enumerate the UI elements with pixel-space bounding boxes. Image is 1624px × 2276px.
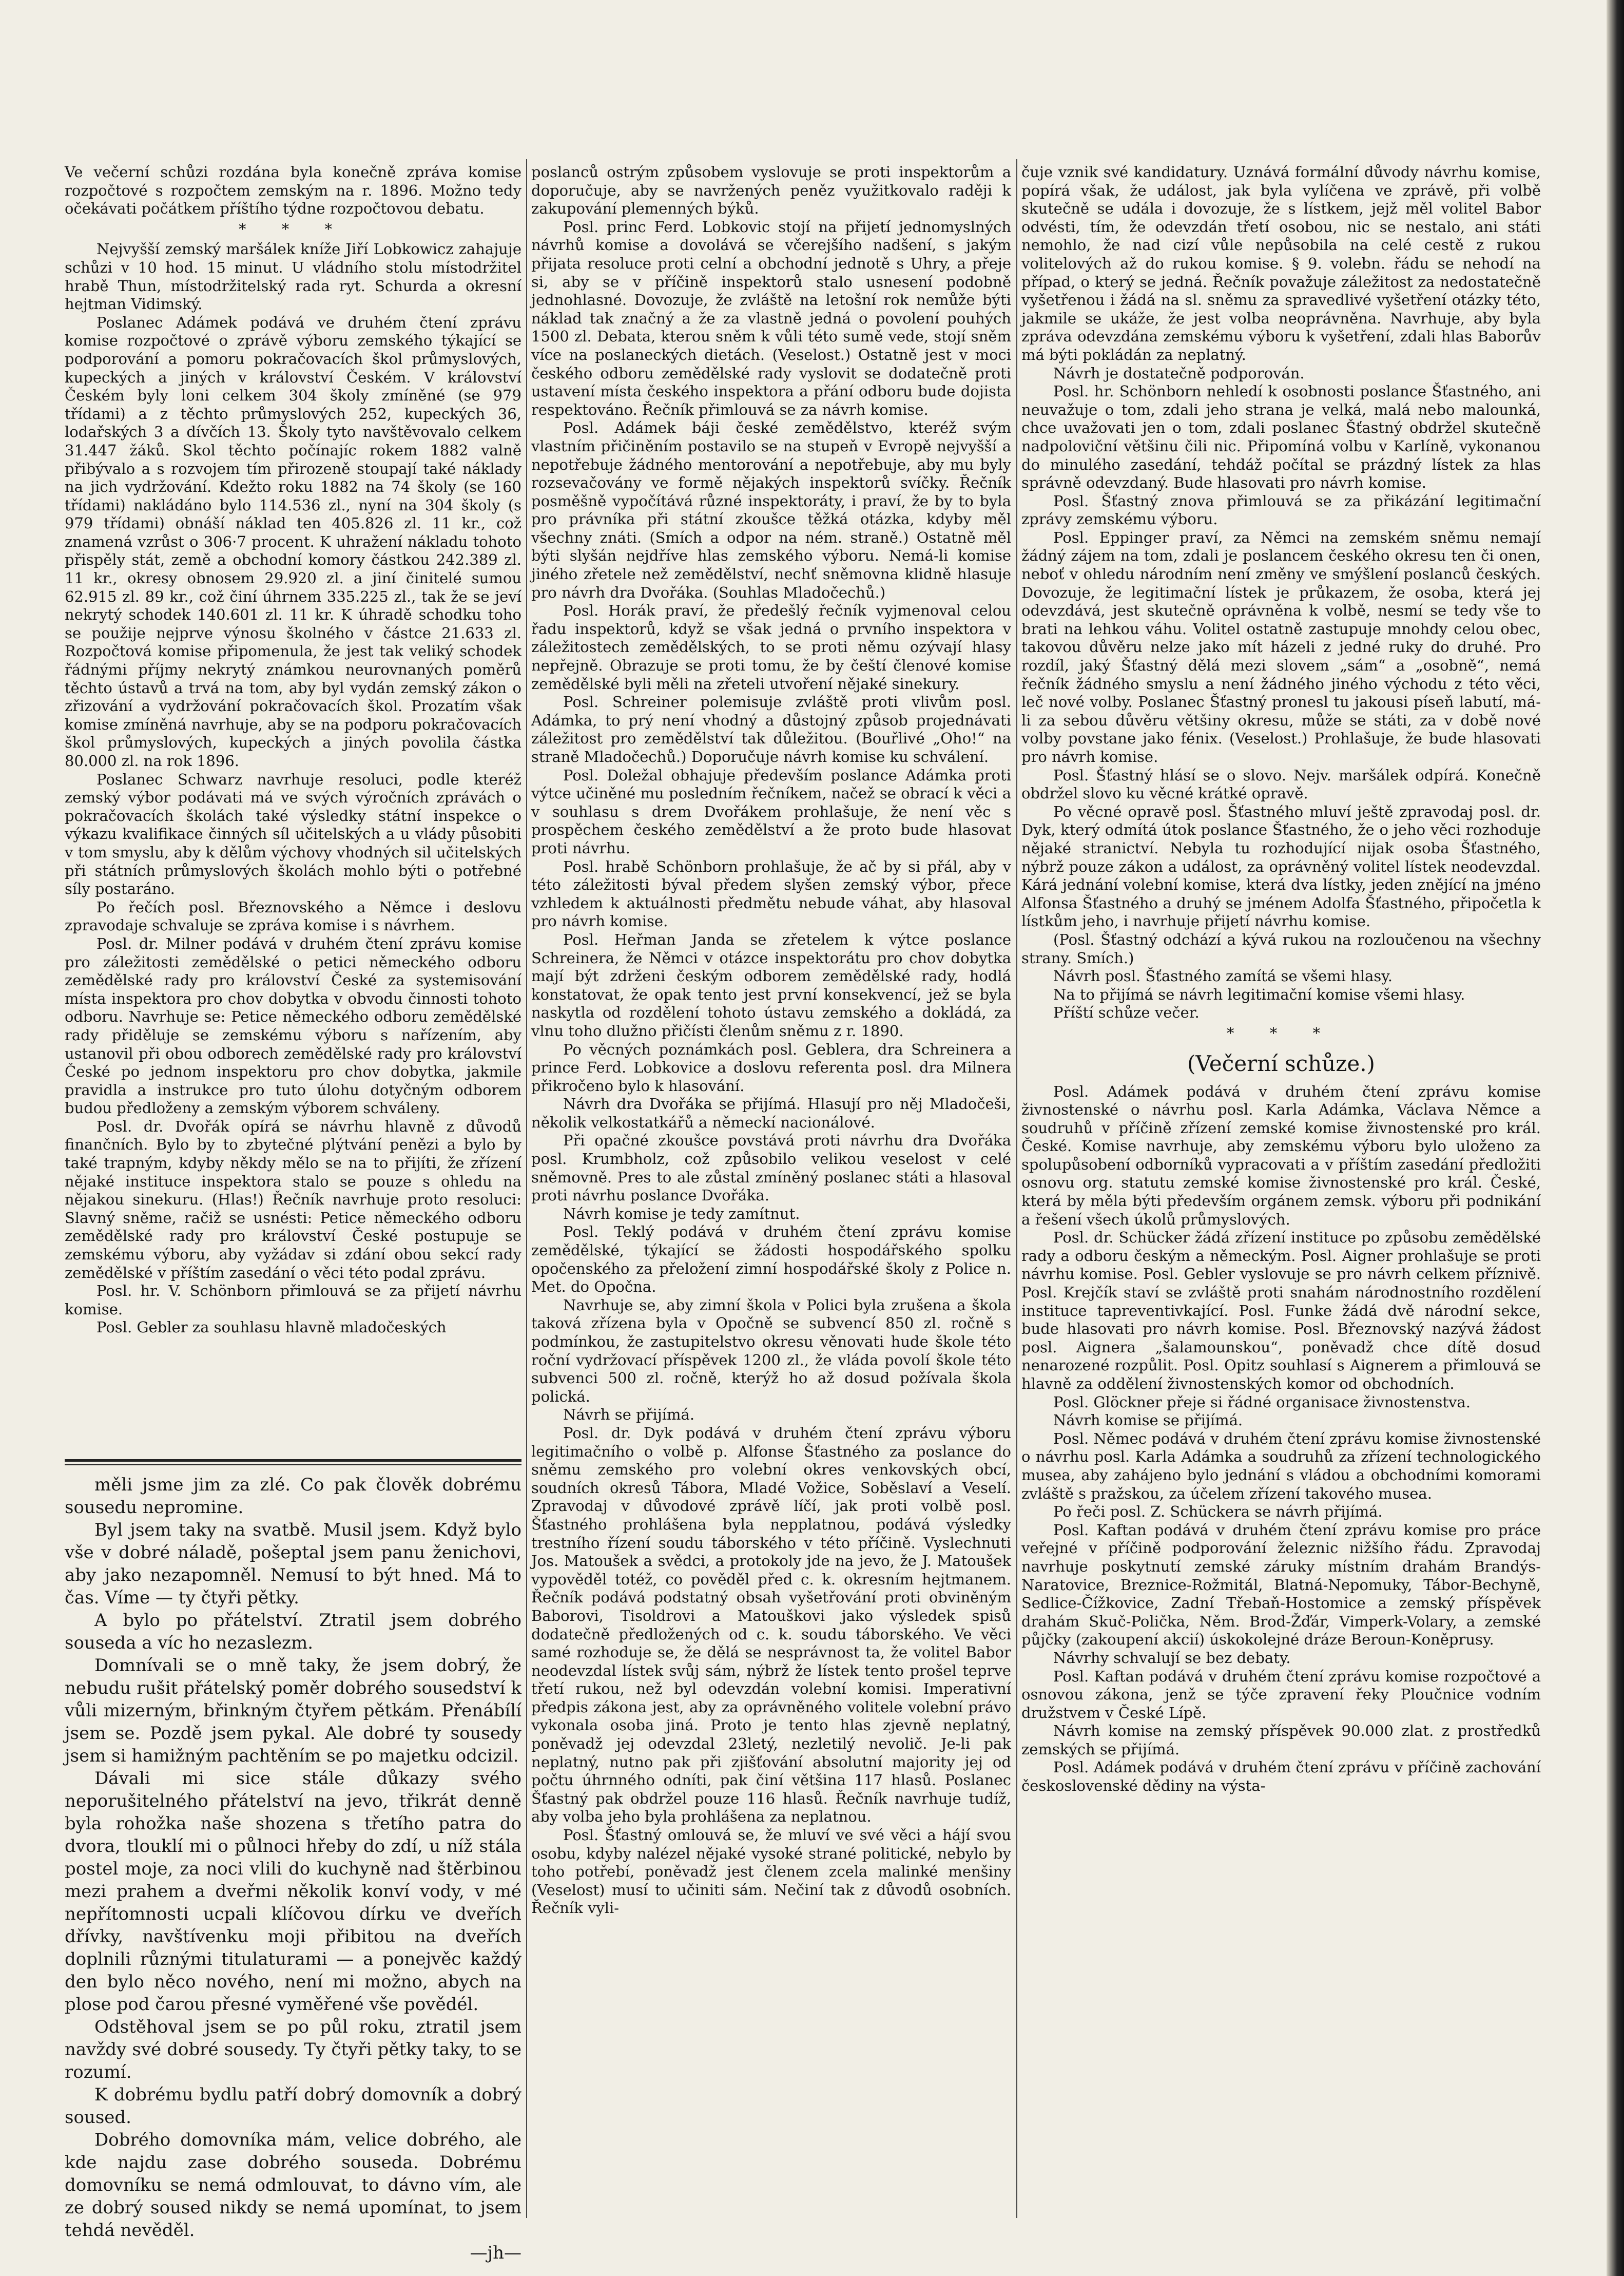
column-middle [531,163,1011,1918]
article-paragraph: Posl. hr. V. Schönborn přimlouvá se za přijetí návrhu komise. [65,1282,521,1318]
article-paragraph: Posl. dr. Dvořák opírá se návrhu hlavně z důvodů finančních. Bylo by to zbytečné plýtvání penězi a bylo by také trapným, kdyby někdy mělo se na to přijíti, že zřízení nějaké instituce inspektora stalo se pouze s ohledu na nějakou sinekuru. (Hlas!) Řečník navrhuje proto resoluci: Slavný sněme, račiž se usnésti: Petice německého odboru zemědělské rady pro království České postupuje se zemskému výboru, aby vyžádav si zdání obou sekcí rady zemědělské v příštím zasedání o věci této podal zprávu. [65,1117,521,1282]
article-paragraph: Návrh je dostatečně podporován. [1053,364,1305,382]
article-paragraph: Na to přijímá se návrh legitimační komise všemi hlasy. [1053,985,1465,1003]
column-separator [1016,159,1017,2218]
article-paragraph: Návrh komise se přijímá. [1053,1411,1243,1429]
article-paragraph: Posl. hrabě Schönborn prohlašuje, že ač by si přál, aby v této záležitosti býval předem slyšen zemský výbor, přece vzhledem k aktuálnosti předmětu nebude váhat, aby hlasoval pro návrh komise. [531,857,1011,930]
column-separator [526,159,527,2218]
feuilleton-paragraph: měli jsme jim za zlé. Co pak člověk dobrému sousedu nepromine. [65,1475,521,1518]
article-paragraph: Po věcných poznámkách posl. Geblera, dra Schreinera a prince Ferd. Lobkovice a doslovu referenta posl. dra Milnera přikročeno bylo k hlasování. [531,1040,1011,1095]
feuilleton-story [65,1474,521,2264]
article-paragraph: Posl. Heřman Janda se zřetelem k výtce poslance Schreinera, že Němci v otázce inspektorátu pro chov dobytka mají být zdrženi českým odborem zemědělské rady, hodlá konstatovat, že opak tento jest první konsekvencí, jež se byla naskytla od rozdělení tohoto ústavu zemského a dokládá, za vlnu toho dlužno přičísti členům sněmu z r. 1890. [531,930,1011,1040]
article-paragraph: Posl. Schreiner polemisuje zvláště proti vlivům posl. Adámka, to prý není vhodný a důstojný způsob projednávati záležitost pro zemědělství tak důležitou. (Bouřlivé „Oho!“ na straně Mladočechů.) Doporučuje návrh komise ku schválení. [531,693,1011,766]
section-stars: * * * [1227,1024,1336,1042]
article-paragraph: Ve večerní schůzi rozdána byla konečně zpráva komise rozpočtové s rozpočtem zemským na r. 1896. Možno tedy očekávati počátkem příštího týdne rozpočtovou debatu. [65,163,521,218]
article-paragraph: Posl. Němec podává v druhém čtení zprávu komise živnostenské o návrhu posl. Karla Adámka a soudruhů za zřízení technologického musea, aby zahájeno bylo jednání s vládou a obchodními komorami zvláště s pražskou, za účelem zřízení takového musea. [1021,1429,1541,1502]
article-paragraph: (Posl. Šťastný odchází a kývá rukou na rozloučenou na všechny strany. Smích.) [1021,930,1541,967]
article-paragraph: Navrhuje se, aby zimní škola v Polici byla zrušena a škola taková zřízena byla v Opočně se subvencí 850 zl. ročně s podmínkou, že zastupitelstvo okresu věnovati hude škole této roční vydržovací příspěvek 1200 zl., že vláda povolí škole této subvenci 500 zl. ročně, kterýž ho až dosud požívala škola polická. [531,1296,1011,1405]
page-edge-shadow [1607,0,1624,2276]
feuilleton-paragraph: A bylo po přátelství. Ztratil jsem dobrého souseda a víc ho nezaslezm. [65,1610,521,1653]
feuilleton-paragraph: Domnívali se o mně taky, že jsem dobrý, že nebudu rušit přátelský poměr dobrého sousedství k vůli mizerným, břinkným čtyřem pětkám. Přenábílí jsem se. Pozdě jsem pykal. Ale dobré ty sousedy jsem si hamižným pachtěním se po majetku odcizil. [65,1655,521,1766]
section-stars: * * * [239,220,347,238]
article-paragraph: Poslanec Adámek podává ve druhém čtení zprávu komise rozpočtové o zprávě výboru zemského týkající se podporování a pomoru pokračovacích škol průmyslových, kupeckých a jiných v království Českém. V království Českém byly loni celkem 304 školy zmíněné (se 979 třídami) a z těchto průmyslových 252, kupeckých 36, lodařských 3 a dívčích 13. Školy tyto navštěvovalo celkem 31.447 žáků. Skol těchto počínajíc rokem 1882 valně přibývalo a s rozvojem tím přirozeně stoupají také náklady na jich vydržování. Kdežto roku 1882 na 74 školy (se 160 třídami) nakládáno bylo 114.536 zl., nyní na 304 školy (s 979 třídami) obnáší náklad ten 405.826 zl. 11 kr., což znamená vzrůst o 306·7 procent. K uhražení nákladu tohoto přispěly stát, země a obchodní komory částkou 242.389 zl. 11 kr., okresy obnosem 29.920 zl. a jiní činitelé sumou 62.915 zl. 89 kr., což činí úhrnem 335.225 zl., tak že se jeví nekrytý schodek 140.601 zl. 11 kr. K úhradě schodku toho se použije nejprve výnosu školného v částce 21.633 zl. Rozpočtová komise připomenula, že jest tak veliký schodek řádnými příjmy nekrytý známkou neurovnaných poměrů těchto ústavů a trvá na tom, aby byl vydán zemský zákon o zřizování a vydržování pokračovacích škol. Prozatím však komise zmíněná navrhuje, aby se na podporu pokračovacích škol průmyslových, kupeckých a jiných povolila částka 80.000 zl. na rok 1896. [65,313,521,770]
article-paragraph: Návrh se přijímá. [563,1406,695,1424]
feuilleton-signature: —jh— [470,2243,521,2263]
feuilleton-rule [65,1459,521,1462]
article-paragraph: Posl. Gebler za souhlasu hlavně mladočeských [96,1318,447,1336]
article-paragraph: Příští schůze večer. [1053,1004,1200,1022]
section-title: (Večerní schůze.) [1187,1050,1375,1076]
article-paragraph: Nejvyšší zemský maršálek kníže Jiří Lobkowicz zahajuje schůzi v 10 hod. 15 minut. U vládního stolu místodržitel hrabě Thun, místodržitelský rada ryt. Schurda a okresní hejtman Vidimský. [65,240,521,313]
article-paragraph: Posl. Eppinger praví, za Němci na zemském sněmu nemají žádný zájem na tom, zdali je poslancem českého okresu ten či onen, neboť v ohledu národním není změny ve smýšlení poslanců českých. Dovozuje, že legitimační lístek je průkazem, že osoba, která jej odevzdává, jest skutečně oprávněna k volbě, nesmí se tedy vše to brati na lehkou váhu. Volitel ostatně zastupuje mnohdy celou obec, takovou důvěru nelze jako mít házeli z jedné ruky do druhé. Pro rozdíl, jaký Šťastný dělá mezi slovem „sám“ a „osobně“, nemá řečník žádného smyslu a není žádného jiného východu z této věci, leč nové volby. Poslanec Šťastný pronesl tu jakousi píseň labutí, má-li za sebou důvěru většiny okresu, může se státi, za v době nové volby povstane jako fénix. (Veselost.) Prohlašuje, že bude hlasovati pro návrh komise. [1021,528,1541,766]
article-paragraph: Posl. Šťastný znova přimlouvá se za přikázání legitimační zprávy zemskému výboru. [1021,492,1541,528]
feuilleton-paragraph: Dávali mi sice stále důkazy svého neporušitelného přátelství na jevo, třikrát denně byla rohožka naše shozena s třetího patra do dvora, tlouklí mi o půlnoci hřeby do zdí, u níž stála postel moje, za noci vlili do kuchyně nad štěrbinou mezi prahem a dveřmi několik konví vody, v mé nepřítomnosti ucpali klíčovou dírku ve dveřích dřívky, navštívenku moji přibitou na dveřích doplnili různými titulaturami — a ponejvěc každý den bylo něco nového, není mi možno, abych na plose pod čarou přesné vyměřené vše povědél. [65,1768,521,2015]
article-paragraph: čuje vznik své kandidatury. Uznává formální důvody návrhu komise, popírá však, že událost, jak byla vylíčena ve zprávě, při volbě skutečně se udála i dovozuje, že s lístkem, jejž měl volitel Babor odvésti, tím, že odevzdán třetí osobou, nic se nestalo, ani státi nemohlo, že nad cizí vůle nepůsobila na celé cestě z rukou volitelových až do rukou komise. § 9. volebn. řádu se nehodí na případ, o který se jedná. Řečník považuje záležitost za nedostatečně vyšetřenou i žádá na sl. sněmu za spravedlivé vyšetření otázky této, jakmile se ukáže, že jest volba neoprávněna. Navrhuje, aby byla zpráva odevzdána zemskému výboru k vyšetření, zdali hlas Baborův má býti pokládán za neplatný. [1021,163,1541,364]
article-paragraph: Po řeči posl. Z. Schückera se návrh přijímá. [1053,1503,1383,1521]
article-paragraph: Po věcné opravě posl. Šťastného mluví ještě zpravodaj posl. dr. Dyk, který odmítá útok poslance Šťastného, že o jeho věci rozhoduje nějaké stranictví. Nebyla tu rozhodující nijak osoba Šťastného, nýbrž pouze zákon a událost, za oprávněný volitel lístek neodevzdal. Kárá jednání volební komise, která dva lístky, jeden znějící na jméno Alfonsa Šťastného a druhý se jménem Adolfa Šťastného, připočetla k lístkům jeho, i navrhuje přijetí návrhu komise. [1021,802,1541,930]
article-paragraph: Posl. Šťastný hlásí se o slovo. Nejv. maršálek odpírá. Konečně obdržel slovo ku věcné krátké opravě. [1021,766,1541,802]
article-paragraph: Po řečích posl. Březnovského a Němce i deslovu zpravodaje schvaluje se zpráva komise i s návrhem. [65,898,521,934]
article-paragraph: Návrh komise je tedy zamítnut. [563,1204,800,1222]
feuilleton-paragraph: K dobrému bydlu patří dobrý domovník a dobrý soused. [65,2084,521,2128]
article-paragraph: Posl. Kaftan podává v druhém čtení zprávu komise pro práce veřejné v příčině podporování železnic nižšího řádu. Zpravodaj navrhuje poskytnutí zemské záruky místním drahám Brandýs-Naratovice, Breznice-Rožmitál, Blatná-Nepomuky, Tábor-Bechyně, Sedlice-Čížkovice, Zadní Třebaň-Hostomice a zemský příspěvek drahám Skuč-Polička, Něm. Brod-Žďár, Vimperk-Volary, a zemské půjčky (zakoupení akcií) úskokolejné dráze Beroun-Koněprusy. [1021,1521,1541,1649]
article-paragraph: Při opačné zkoušce povstává proti návrhu dra Dvořáka posl. Krumbholz, což způsobilo velikou veselost v celé sněmovně. Pres to ale zůstal zmíněný poslanec státi a hlasoval proti návrhu poslance Dvořáka. [531,1132,1011,1204]
article-paragraph: Posl. dr. Milner podává v druhém čtení zprávu komise pro záležitosti zemědělské o petici německého odboru zemědělské rady pro království České za systemisování místa inspektora pro chov dobytka v obvodu činnosti tohoto odboru. Navrhuje se: Petice německého odboru zemědělské rady přiděluje se zemskému výboru s nařízením, aby ustanovil při obou odborech zemědělské rady pro království České po jednom inspektoru pro chov dobytka, jakmile pravidla a instrukce pro tuto úlohu dotyčným odborem budou předloženy a zemským výborem schváleny. [65,934,521,1117]
article-paragraph: Posl. Šťastný omlouvá se, že mluví ve své věci a hájí svou osobu, kdyby nalézel nějaké vysoké strané politické, nebylo by toho potřebí, poněvadž jest členem zcela malinké menšiny (Veselost) musí to učiniti sám. Nečiní tak z důvodů osobních. Řečník vyli- [531,1826,1011,1917]
article-paragraph: poslanců ostrým způsobem vyslovuje se proti inspektorům a doporučuje, aby se navržených peněz využitkovalo raději k zakupování plemenných býků. [531,163,1011,218]
article-paragraph: Návrh posl. Šťastného zamítá se všemi hlasy. [1053,967,1393,985]
feuilleton-paragraph: Byl jsem taky na svatbě. Musil jsem. Když bylo vše v dobré náladě, pošeptal jsem panu ženichovi, aby jako nezapomněl. Nemusí to být hned. Má to čas. Víme — ty čtyři pětky. [65,1520,521,1608]
article-paragraph: Posl. Doležal obhajuje především poslance Adámka proti výtce učiněné mu posledním řečníkem, načež se obrací k věci a v souhlasu s drem Dvořákem prohlašuje, že není věc s prospěchem českého zemědělství a že proto bude hlasovat proti návrhu. [531,766,1011,857]
article-paragraph: Návrh komise na zemský příspěvek 90.000 zlat. z prostředků zemských se přijímá. [1021,1722,1541,1758]
article-paragraph: Návrhy schvalují se bez debaty. [1053,1649,1291,1667]
article-paragraph: Posl. dr. Schücker žádá zřízení instituce po způsobu zemědělské rady a odboru českým a německým. Posl. Aigner prohlašuje se proti návrhu komise. Posl. Gebler vyslovuje se pro návrh celkem příznivě. Posl. Krejčík staví se zvláště proti snahám národnostního rozdělení instituce tapreventivkající. Posl. Funke žádá dvě národní sekce, bude hlasovati pro návrh komise. Posl. Březnovský nazývá žádost posl. Aignera „šalamounskou“, poněvadž chce dítě dosud nenarozené rozpůlit. Posl. Opitz souhlasí s Aignerem a přimlouvá se hlavně za oddělení živnostenských komor od obchodních. [1021,1229,1541,1392]
article-paragraph: Posl. dr. Dyk podává v druhém čtení zprávu výboru legitimačního o volbě p. Alfonse Šťastného za poslance do sněmu zemského pro volební okres venkovských obcí, soudních okresů Tábora, Mladé Vožice, Soběslaví a Veselí. Zpravodaj v důvodové zprávě líčí, jak proti volbě posl. Šťastného prohlášena byla nepplatnou, podává výsledky trestního řízení soudu táborského v této příčině. Vyslechnuti Jos. Matoušek a svědci, a protokoly jde na jevo, že J. Matoušek vypověděl totéž, co pověděl před c. k. okresním hejtmanem. Řečník podává podstatný obsah vyšetřování proti obviněným Baborovi, Tisoldrovi a Matouškovi jako výsledek spisů dodatečně předložených od c. k. soudu táborského. Ve věci samé rozhoduje se, že dělá se nesprávnost ta, že volitel Babor neodevzdal lístek svůj sám, nýbrž že lístek tento prošel teprve třetí rukou, než byl odevzdán volební komisi. Imperativní předpis zákona jest, aby za oprávněného volitele volební právo vykonala osoba jiná. Proto je tento hlas zjevně neplatný, poněvadž jej odevzdal 23letý, nezletilý nevolič. Je-li pak neplatný, nutno pak při zjišťování absolutní majority jej od počtu úhrnného odníti, pak činí většina 117 hlasů. Poslanec Šťastný pak obdržel pouze 116 hlasů. Řečník navrhuje tudíž, aby volba jeho byla prohlášena za neplatnou. [531,1424,1011,1826]
feuilleton-paragraph: Dobrého domovníka mám, velice dobrého, ale kde najdu zase dobrého souseda. Dobrému domovníku se nemá odmlouvat, to dávno vím, ale ze dobrý soused nikdy se nemá upomínat, to jsem tehdá nevěděl. [65,2130,521,2241]
article-paragraph: Posl. Horák praví, že předešlý řečník vyjmenoval celou řadu inspektorů, když se však jedná o prvního inspektora v záležitostech zemědělských, to se proti němu ozývají hlasy nepřejně. Obrazuje se proti tomu, že by čeští členové komise zemědělské byli měli na zřeteli utvoření nějaké sinekury. [531,602,1011,693]
article-paragraph: Posl. Kaftan podává v druhém čtení zprávu komise rozpočtové a osnovou zákona, jenž se týče zpravení řeky Ploučnice vodním družstvem v České Lípě. [1021,1667,1541,1722]
article-paragraph: Poslanec Schwarz navrhuje resoluci, podle kteréž zemský výbor podávati má ve svých výročních zprávách o pokračovacích školách také výsledky státní inspekce o výkazu kvalifikace činných síl učitelských a u vlády působiti v tom smyslu, aby k dělům výchovy vhodných sil učitelských při státních průmyslových školách mohlo býti o potřebné síly postaráno. [65,770,521,898]
article-paragraph: Posl. hr. Schönborn nehledí k osobnosti poslance Šťastného, ani neuvažuje o tom, zdali jeho strana je velká, malá nebo malounká, chce uvažovati jen o tom, zdali poslanec Šťastný obdržel skutečně nadpoloviční většinu čili nic. Připomíná volbu v Karlíně, vykonanou do minulého zasedání, tehdáž počítal se prázdný lístek za hlas správně odevzdaný. Bude hlasovati pro návrh komise. [1021,382,1541,492]
article-paragraph: Posl. Adámek podává v druhém čtení zprávu v příčině zachování československé dědiny na výsta- [1021,1758,1541,1795]
feuilleton-rule [65,1464,521,1465]
article-paragraph: Posl. princ Ferd. Lobkovic stojí na přijetí jednomyslných návrhů komise a dovolává se včerejšího nadšení, s jakým přijata resoluce proti celní a obchodní jednotě s Uhry, a přeje si, aby se v příčině inspektorů stalo usnesení podobně jednohlasné. Dovozuje, že zvláště na letošní rok nemůže býti náklad tak značný a že za vlastně jedná o povolení pouhých 1500 zl. Debata, kterou sněm k vůli této sumě vede, stojí sněm více na poslaneckých dietách. (Veselost.) Ostatně jest v moci českého odboru zemědělské rady vyslovit se dodatečně proti ustavení místa českého inspektora a přání odboru bude dojista respektováno. Řečník přimlouvá se za návrh komise. [531,218,1011,418]
article-paragraph: Posl. Adámek podává v druhém čtení zprávu komise živnostenské o návrhu posl. Karla Adámka, Václava Němce a soudruhů v příčině zřízení zemské komise živnostenské pro král. České. Komise navrhuje, aby zemskému výboru bylo uloženo za spolupůsobení odborníků vypracovati a v příštím zasedání předložiti osnovu org. statutu zemské komise živnostenské pro král. České, která by měla býti především orgánem zemsk. výboru při podnikání a řešení všech úkolů průmyslových. [1021,1082,1541,1228]
article-paragraph: Posl. Glöckner přeje si řádné organisace živnostenstva. [1053,1393,1471,1411]
feuilleton-paragraph: Odstěhoval jsem se po půl roku, ztratil jsem navždy své dobré sousedy. Ty čtyři pětky taky, to se rozumí. [65,2017,521,2082]
column-left [65,163,521,1337]
article-paragraph: Posl. Teklý podává v druhém čtení zprávu komise zemědělské, týkající se žádosti hospodářského spolku opočenského za přeložení zimní hospodářské školy z Police n. Met. do Opočna. [531,1223,1011,1296]
article-paragraph: Posl. Adámek báji české zemědělstvo, kteréž svým vlastním přičiněním postavilo se na stupeň v Evropě nejvyšší a nepotřebuje žádného mentorování a nepotřebuje, aby mu byly rozsevačovány ve formě nějakých inspektorů svíčky. Řečník posměšně vypočítává různé inspektoráty, i praví, že by to byla pro právníka při státní zkoušce těžká otázka, kdyby měl všechny znáti. (Smích a odpor na ném. straně.) Ostatně měl býti slyšán nejdříve hlas zemského výboru. Nemá-li komise jiného zřetele než zemědělství, nechť sněmovna klidně hlasuje pro návrh dra Dvořáka. (Souhlas Mladočechů.) [531,419,1011,601]
article-paragraph: Návrh dra Dvořáka se přijímá. Hlasují pro něj Mladočeši, několik velkostatkářů a německí nacionálové. [531,1095,1011,1131]
column-right [1021,163,1541,1795]
